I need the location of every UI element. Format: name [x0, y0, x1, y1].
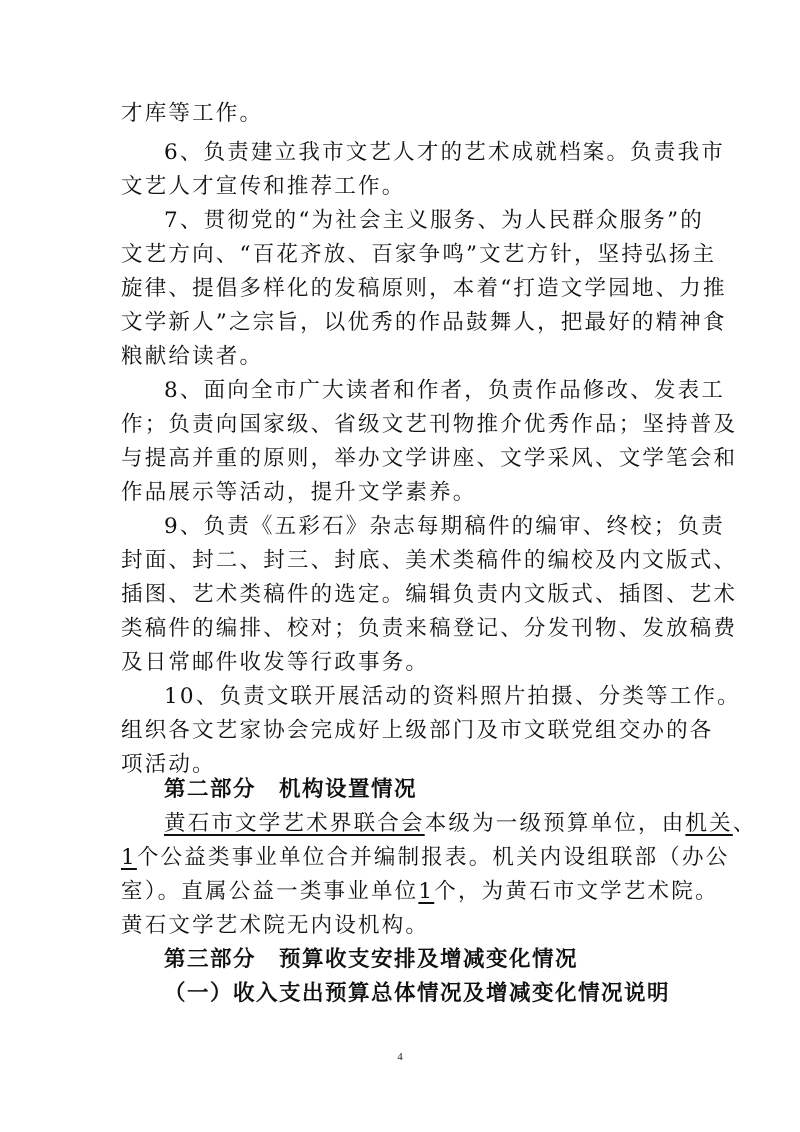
page-number: 4: [397, 1051, 403, 1063]
line-text: 组织各文艺家协会完成好上级部门及市文联党组交办的各: [121, 718, 714, 743]
line-text: 作；负责向国家级、省级文艺刊物推介优秀作品；坚持普及: [121, 412, 738, 437]
body-line: [0, 646, 800, 680]
subsection-heading-text: （一）收入支出预算总体情况及增减变化情况说明: [164, 981, 671, 1006]
line-text: 个公益类事业单位合并编制报表。机关内设组联部（办公: [136, 845, 730, 870]
line-text: 封面、封二、封三、封底、美术类稿件的编校及内文版式、: [121, 548, 738, 573]
agency-underlined: 机关: [685, 811, 733, 836]
line-text: 项活动。: [121, 752, 216, 777]
unit-count: 1: [418, 879, 435, 904]
body-line: [0, 841, 800, 875]
line-text: 8、面向全市广大读者和作者，负责作品修改、发表工: [164, 378, 725, 403]
line-text: 7、贯彻党的“为社会主义服务、为人民群众服务”的: [164, 208, 704, 233]
body-line: [0, 875, 800, 909]
body-line: [0, 272, 800, 306]
body-line: [0, 476, 800, 510]
line-text: 10、负责文联开展活动的资料照片拍摄、分类等工作。: [164, 684, 741, 709]
line-text: 本级为一级预算单位，由: [424, 811, 686, 836]
body-line: [0, 909, 800, 943]
org-line-2: [121, 841, 729, 875]
section-3-heading: [0, 943, 800, 977]
body-line: [0, 510, 800, 544]
line-text: 文艺人才宣传和推荐工作。: [121, 174, 406, 199]
line-text: 插图、艺术类稿件的选定。编辑负责内文版式、插图、艺术: [121, 582, 738, 607]
body-line: [0, 807, 800, 841]
line-text: 与提高并重的原则，举办文学讲座、文学采风、文学笔会和: [121, 446, 738, 471]
body-line: [0, 204, 800, 238]
body-line: [0, 170, 800, 204]
section-3-heading-text: 第三部分 预算收支安排及增减变化情况: [164, 947, 579, 972]
body-line: [0, 97, 800, 131]
body-line: [0, 680, 800, 714]
line-text: 室）。直属公益一类事业单位: [121, 879, 419, 904]
body-line: [0, 442, 800, 476]
line-text: 、: [732, 811, 757, 836]
body-line: [0, 374, 800, 408]
body-line: [0, 408, 800, 442]
unit-count: 1: [121, 845, 137, 870]
line-text: 个，为黄石市文学艺术院。: [434, 879, 719, 904]
body-line: [0, 238, 800, 272]
body-line: [0, 340, 800, 374]
line-text: 粮献给读者。: [121, 344, 264, 369]
body-line: [0, 544, 800, 578]
body-line: [0, 612, 800, 646]
section-2-heading: [0, 773, 800, 807]
org-line-3: [121, 875, 719, 909]
line-text: 9、负责《五彩石》杂志每期稿件的编审、终校；负责: [164, 514, 725, 539]
subsection-heading: [0, 977, 800, 1011]
line-text: 文学新人”之宗旨，以优秀的作品鼓舞人，把最好的精神食: [121, 310, 727, 335]
body-line: [0, 578, 800, 612]
line-text: 文艺方向、“百花齐放、百家争鸣”文艺方针，坚持弘扬主: [121, 242, 717, 267]
line-text: 黄石文学艺术院无内设机构。: [121, 913, 430, 938]
org-name: 黄石市文学艺术界联合会: [164, 811, 425, 836]
body-line: [0, 136, 800, 170]
line-text: 作品展示等活动，提升文学素养。: [121, 480, 477, 505]
section-2-heading-text: 第二部分 机构设置情况: [164, 777, 418, 802]
line-text: 及日常邮件收发等行政事务。: [121, 650, 430, 675]
line-text: 才库等工作。: [121, 101, 264, 126]
body-line: [0, 306, 800, 340]
line-text: 类稿件的编排、校对；负责来稿登记、分发刊物、发放稿费: [121, 616, 738, 641]
line-text: 旋律、提倡多样化的发稿原则，本着“打造文学园地、力推: [121, 276, 727, 301]
line-text: 6、负责建立我市文艺人才的艺术成就档案。负责我市: [164, 140, 725, 165]
org-line-1: [164, 807, 757, 841]
body-line: [0, 714, 800, 748]
